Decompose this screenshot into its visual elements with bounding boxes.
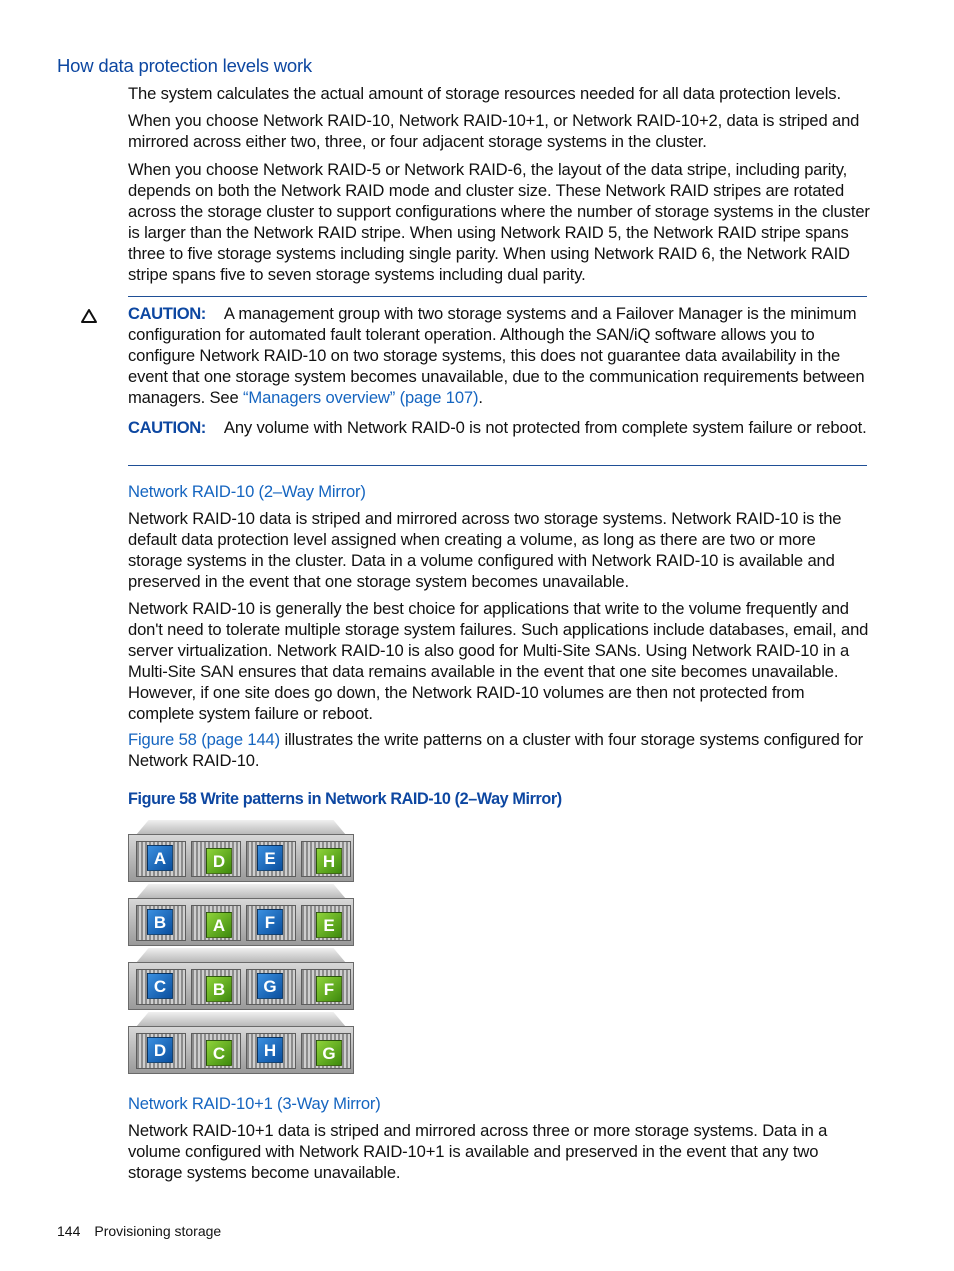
storage-system-front xyxy=(128,898,354,946)
data-block-b-green: B xyxy=(206,976,232,1002)
drive-bay xyxy=(246,969,296,1005)
drive-bay xyxy=(246,1033,296,1069)
raid10-heading: Network RAID-10 (2–Way Mirror) xyxy=(128,482,366,501)
intro-text-3: When you choose Network RAID-5 or Network RAID-6, the layout of the data stripe, including parity, depends on both the Network RAID mode and cluster size. These Network RAID stripes are rotated across the storage cluster to support configurations where the number of storage systems in the cluster is larger than the Network RAID stripe. When using Network RAID 5, the Network RAID stripe spans three to five storage systems including single parity. When using Network RAID 6, the Network RAID stripe spans five to seven storage systems including dual parity. xyxy=(128,160,870,284)
caution-bottom-rule xyxy=(128,465,867,466)
data-block-d-green: D xyxy=(206,848,232,874)
drive-bay xyxy=(191,905,241,941)
storage-system-lid xyxy=(136,948,346,963)
raid10-text-1: Network RAID-10 data is striped and mirrored across two storage systems. Network RAID-10 is the default data protection level assigned when creating a volume, as long as there are two or more storage systems in the cluster. Data in a volume configured with Network RAID-10 is available and preserved in the event that one storage system becomes unavailable. xyxy=(128,509,842,591)
caution-block-2 xyxy=(128,418,873,439)
data-block-a-blue: A xyxy=(147,845,173,871)
storage-system-front xyxy=(128,834,354,882)
raid10-1-paragraph xyxy=(128,1121,873,1184)
drive-bay xyxy=(301,1033,351,1069)
caution-block-1 xyxy=(128,304,873,409)
drive-bay xyxy=(301,969,351,1005)
drive-bay xyxy=(301,905,351,941)
data-block-d-blue: D xyxy=(147,1037,173,1063)
intro-paragraph-3 xyxy=(128,160,873,285)
page-footer xyxy=(57,1223,221,1239)
storage-system-front xyxy=(128,962,354,1010)
drive-bay xyxy=(301,841,351,877)
intro-paragraph-1 xyxy=(128,84,873,105)
drive-bay xyxy=(191,841,241,877)
data-block-h-green: H xyxy=(316,848,342,874)
caution-top-rule xyxy=(128,296,867,297)
caution-text-2: Any volume with Network RAID-0 is not protected from complete system failure or reboot. xyxy=(223,418,867,437)
raid10-paragraph-2 xyxy=(128,599,873,724)
storage-system-lid xyxy=(136,884,346,899)
caution-text-1: A management group with two storage systems and a Failover Manager is the minimum configuration for automated fault tolerant operation. Although the SAN/iQ software allows you to configure Network RAID-10 on two storage systems, this does not guarantee data availability in the event that one storage system becomes unavailable, due to the communication requirements between managers. See xyxy=(128,304,865,407)
storage-system-3 xyxy=(128,948,354,1010)
section-title: How data protection levels work xyxy=(57,55,312,76)
data-block-f-blue: F xyxy=(257,909,283,935)
footer-section-name: Provisioning storage xyxy=(94,1223,222,1239)
drive-bay xyxy=(136,905,186,941)
data-block-e-green: E xyxy=(316,912,342,938)
raid10-text-2: Network RAID-10 is generally the best choice for applications that write to the volume frequently and don't need to tolerate multiple storage system failures. Such applications include databases, email, and server virtualization. Network RAID-10 is also good for Multi-Site SANs. Using Network RAID-10 in a Multi-Site SAN ensures that data remains available in the event that one site becomes unavailable. However, if one site does go down, the Network RAID-10 volumes are then not protected from complete system failure or reboot. xyxy=(128,599,869,723)
data-block-a-green: A xyxy=(206,912,232,938)
data-block-g-green: G xyxy=(316,1040,342,1066)
raid10-paragraph-1 xyxy=(128,509,873,593)
managers-overview-link[interactable]: “Managers overview” (page 107) xyxy=(243,387,479,407)
raid10-1-heading: Network RAID-10+1 (3-Way Mirror) xyxy=(128,1094,381,1113)
intro-paragraph-2 xyxy=(128,111,873,153)
caution-label: CAUTION: xyxy=(128,304,206,323)
intro-text-2: When you choose Network RAID-10, Network RAID-10+1, or Network RAID-10+2, data is striped and mirrored across either two, three, or four adjacent storage systems in the cluster. xyxy=(128,111,860,151)
drive-bay xyxy=(246,841,296,877)
caution-label: CAUTION: xyxy=(128,418,206,437)
drive-bay xyxy=(191,1033,241,1069)
drive-bay xyxy=(246,905,296,941)
caution-text-1-end: . xyxy=(478,387,483,407)
drive-bay xyxy=(136,1033,186,1069)
drive-bay xyxy=(136,969,186,1005)
raid10-write-pattern-figure xyxy=(128,820,354,1074)
raid10-1-text: Network RAID-10+1 data is striped and mirrored across three or more storage systems. Data in a volume configured with Network RAID-10+1 is available and preserved in the event that any two storage systems become unavailable. xyxy=(128,1121,828,1182)
figure-caption: Figure 58 Write patterns in Network RAID-10 (2–Way Mirror) xyxy=(128,790,562,808)
raid10-paragraph-3 xyxy=(128,730,873,772)
data-block-f-green: F xyxy=(316,976,342,1002)
drive-bay xyxy=(191,969,241,1005)
data-block-b-blue: B xyxy=(147,909,173,935)
page-number: 144 xyxy=(57,1223,81,1239)
data-block-g-blue: G xyxy=(257,973,283,999)
data-block-e-blue: E xyxy=(257,845,283,871)
storage-system-lid xyxy=(136,820,346,835)
raid10-text-3: illustrates the write patterns on a cluster with four storage systems configured for Network RAID-10. xyxy=(128,730,864,770)
intro-text-1: The system calculates the actual amount of storage resources needed for all data protection levels. xyxy=(128,84,841,103)
figure-58-link[interactable]: Figure 58 (page 144) xyxy=(128,730,280,749)
storage-system-front xyxy=(128,1026,354,1074)
storage-system-1 xyxy=(128,820,354,882)
warning-triangle-icon xyxy=(80,308,98,324)
storage-system-4 xyxy=(128,1012,354,1074)
data-block-c-blue: C xyxy=(147,973,173,999)
data-block-c-green: C xyxy=(206,1040,232,1066)
storage-system-2 xyxy=(128,884,354,946)
storage-system-lid xyxy=(136,1012,346,1027)
drive-bay xyxy=(136,841,186,877)
data-block-h-blue: H xyxy=(257,1037,283,1063)
